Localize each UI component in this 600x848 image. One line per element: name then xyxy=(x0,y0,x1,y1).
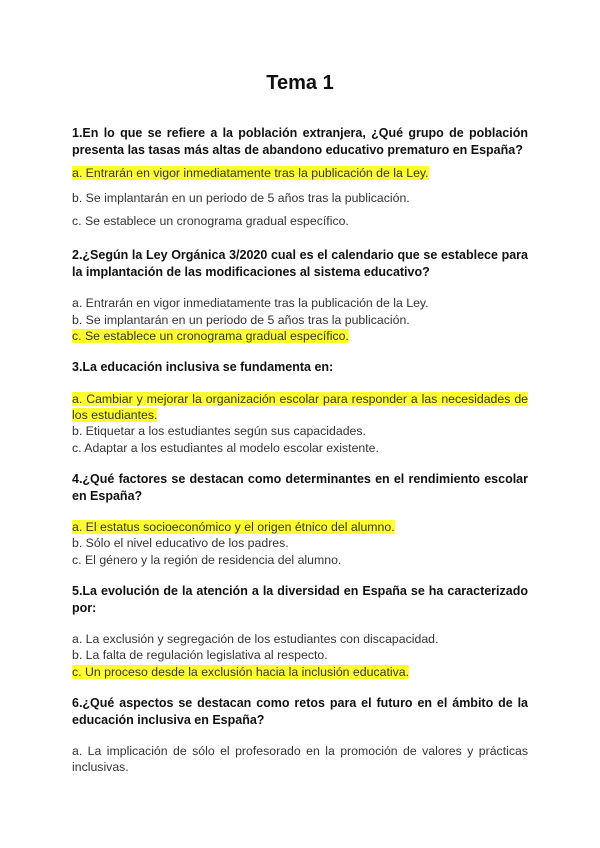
question-1-option-c: c. Se establece un cronograma gradual específico. xyxy=(72,214,349,228)
question-6: 6.¿Qué aspectos se destacan como retos para el futuro en el ámbito de la educación inclusiva en España? xyxy=(72,696,528,727)
question-1-option-b: b. Se implantarán en un periodo de 5 años tras la publicación. xyxy=(72,191,410,205)
question-2-option-c xyxy=(72,328,528,344)
question-5: 5.La evolución de la atención a la diversidad en España se ha caracterizado por: xyxy=(72,584,528,615)
question-5-option-a: a. La exclusión y segregación de los estudiantes con discapacidad. xyxy=(72,632,439,646)
answer-highlight: a. El estatus socioeconómico y el origen étnico del alumno. xyxy=(72,520,395,534)
question-4-option-a xyxy=(72,519,528,535)
question-2-option-b: b. Se implantarán en un periodo de 5 años tras la publicación. xyxy=(72,313,410,327)
question-4-option-c: c. El género y la región de residencia del alumno. xyxy=(72,553,342,567)
question-5-option-c xyxy=(72,664,528,680)
answer-highlight: a. Cambiar y mejorar la organización escolar para responder a las necesidades de los estudiantes. xyxy=(72,392,528,422)
page-title: Tema 1 xyxy=(266,72,334,94)
question-2: 2.¿Según la Ley Orgánica 3/2020 cual es el calendario que se establece para la implantación de las modificaciones al sistema educativo? xyxy=(72,248,528,279)
question-6-option-a: a. La implicación de sólo el profesorado en la promoción de valores y prácticas inclusivas. xyxy=(72,744,528,774)
answer-highlight: c. Un proceso desde la exclusión hacia la inclusión educativa. xyxy=(72,665,409,679)
question-3-option-a xyxy=(72,391,528,423)
question-4: 4.¿Qué factores se destacan como determinantes en el rendimiento escolar en España? xyxy=(72,472,528,503)
question-3-option-b: b. Etiquetar a los estudiantes según sus capacidades. xyxy=(72,424,366,438)
answer-highlight: a. Entrarán en vigor inmediatamente tras la publicación de la Ley. xyxy=(72,166,429,180)
question-1: 1.En lo que se refiere a la población extranjera, ¿Qué grupo de población presenta las tasas más altas de abandono educativo prematuro en España? xyxy=(72,126,528,157)
question-4-option-b: b. Sólo el nivel educativo de los padres. xyxy=(72,536,289,550)
question-3: 3.La educación inclusiva se fundamenta en: xyxy=(72,360,334,374)
question-3-option-c: c. Adaptar a los estudiantes al modelo escolar existente. xyxy=(72,441,379,455)
question-5-option-b: b. La falta de regulación legislativa al respecto. xyxy=(72,648,328,662)
answer-highlight: c. Se establece un cronograma gradual específico. xyxy=(72,329,349,343)
question-1-option-a xyxy=(72,165,528,181)
question-2-option-a: a. Entrarán en vigor inmediatamente tras la publicación de la Ley. xyxy=(72,296,429,310)
